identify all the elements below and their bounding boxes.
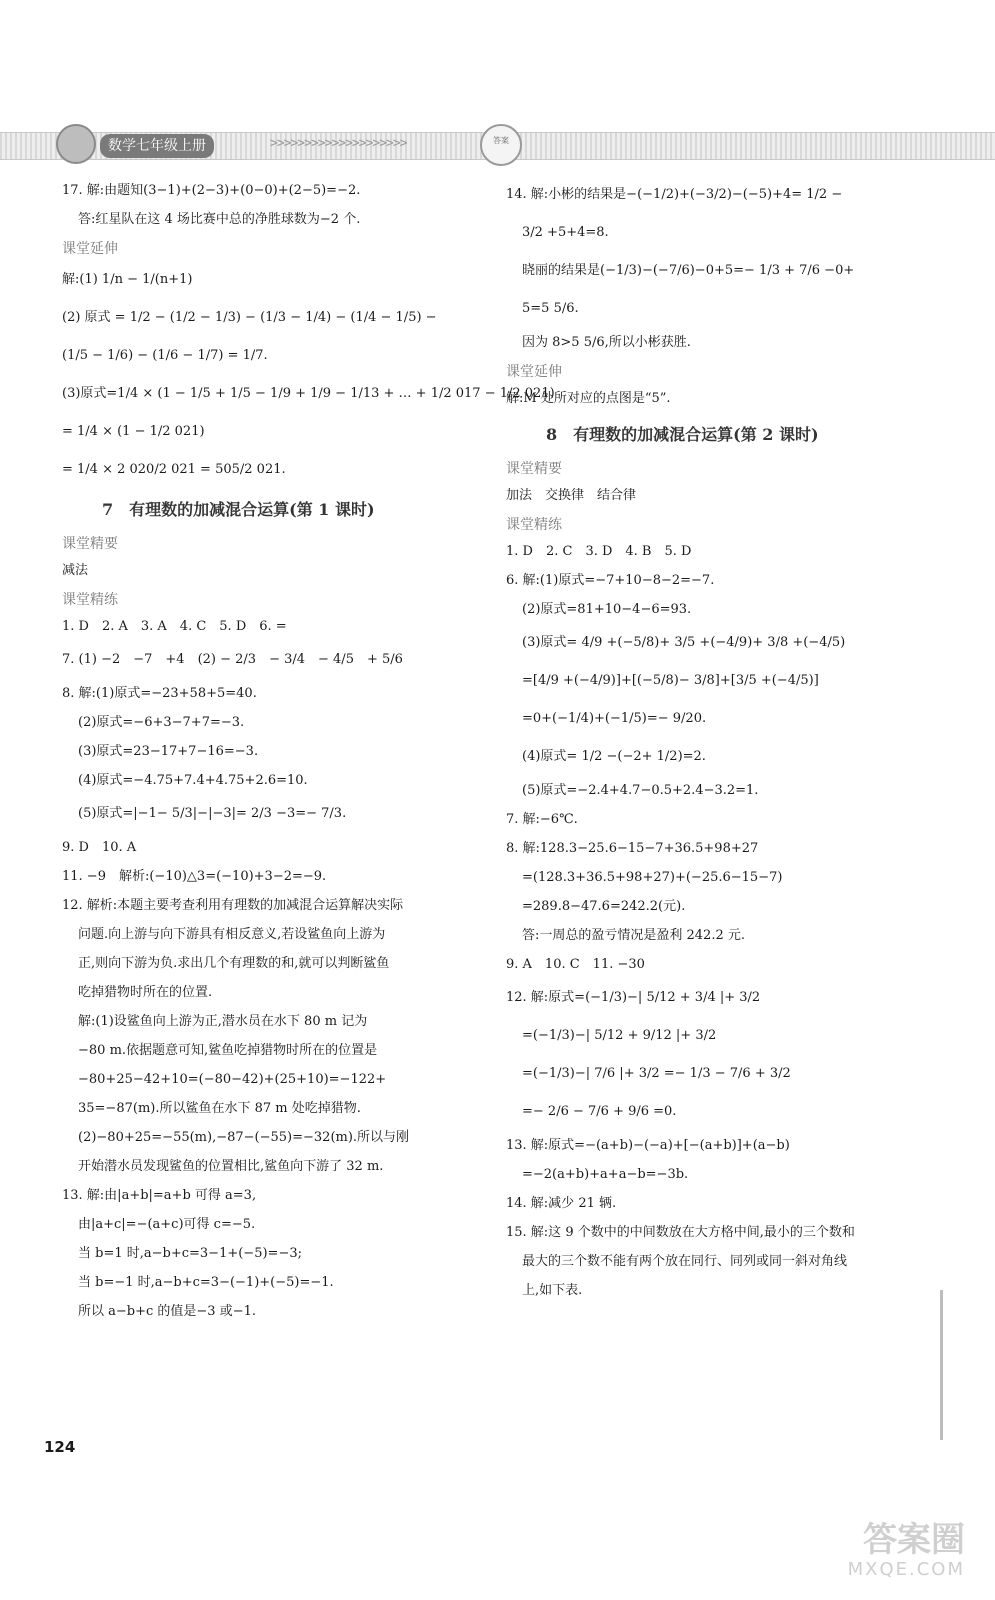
answer-line: 7. 解:−6℃. (506, 812, 578, 827)
answer-line: 解:(1)设鲨鱼向上游为正,潜水员在水下 80 m 记为 (78, 1014, 368, 1029)
answer-line: (2)−80+25=−55(m),−87−(−55)=−32(m).所以与刚 (78, 1130, 410, 1145)
answer-line: 12. 解:原式=(−1/3)−| 5/12 + 3/4 |+ 3/2 (506, 990, 761, 1005)
chapter-title: 8 有理数的加减混合运算(第 2 课时) (546, 425, 819, 444)
answer-line: =(−1/3)−| 5/12 + 9/12 |+ 3/2 (522, 1028, 717, 1043)
answer-line: 8. 解:(1)原式=−23+58+5=40. (62, 686, 257, 701)
answer-line: (3)原式= 4/9 +(−5/8)+ 3/5 +(−4/9)+ 3/8 +(−4/5) (522, 635, 846, 650)
answer-line: 9. D 10. A (62, 840, 137, 855)
answer-line: 所以 a−b+c 的值是−3 或−1. (78, 1304, 256, 1319)
header-title: 数学七年级上册 (100, 134, 214, 158)
answer-line: −80 m.依据题意可知,鲨鱼吃掉猎物时所在的位置是 (78, 1043, 378, 1058)
header-arrows: >>>>>>>>>>>>>>>>>>>> (270, 136, 407, 151)
page-header (0, 118, 995, 174)
answer-line: =− 2/6 − 7/6 + 9/6 =0. (522, 1104, 677, 1119)
answer-line: 7. (1) −2 −7 +4 (2) − 2/3 − 3/4 − 4/5 + 5/6 (62, 652, 403, 667)
answer-line: 35=−87(m).所以鲨鱼在水下 87 m 处吃掉猎物. (78, 1101, 361, 1116)
answer-line: 17. 解:由题知(3−1)+(2−3)+(0−0)+(2−5)=−2. (62, 183, 361, 198)
answer-line: 15. 解:这 9 个数中的中间数放在大方格中间,最小的三个数和 (506, 1225, 855, 1240)
answer-line: 当 b=1 时,a−b+c=3−1+(−5)=−3; (78, 1246, 302, 1261)
answer-line: =(128.3+36.5+98+27)+(−25.6−15−7) (522, 870, 783, 885)
watermark-main: 答案圈 (863, 1520, 965, 1560)
header-badge-icon: 答案 (480, 124, 522, 166)
answer-line: 13. 解:由|a+b|=a+b 可得 a=3, (62, 1188, 257, 1203)
answer-line: 11. −9 解析:(−10)△3=(−10)+3−2=−9. (62, 869, 327, 884)
answer-line: 12. 解析:本题主要考查利用有理数的加减混合运算解决实际 (62, 898, 404, 913)
answer-line: 最大的三个数不能有两个放在同行、同列或同一斜对角线 (522, 1254, 848, 1269)
answer-line: −80+25−42+10=(−80−42)+(25+10)=−122+ (78, 1072, 387, 1087)
answer-line: (2) 原式 = 1/2 − (1/2 − 1/3) − (1/3 − 1/4) − (1/4 − 1/5) − (62, 310, 437, 325)
answer-line: =289.8−47.6=242.2(元). (522, 899, 686, 914)
answer-line: (3)原式=23−17+7−16=−3. (78, 744, 259, 759)
section-heading: 课堂延伸 (62, 241, 118, 257)
answer-line: 吃掉猎物时所在的位置. (78, 985, 213, 1000)
answer-line: =(−1/3)−| 7/6 |+ 3/2 =− 1/3 − 7/6 + 3/2 (522, 1066, 791, 1081)
answer-line: 加法 交换律 结合律 (506, 488, 637, 503)
answer-line: 8. 解:128.3−25.6−15−7+36.5+98+27 (506, 841, 759, 856)
answer-line: (2)原式=−6+3−7+7=−3. (78, 715, 245, 730)
section-heading: 课堂延伸 (506, 364, 562, 380)
answer-line: 减法 (62, 563, 89, 578)
book-logo-icon (56, 124, 96, 164)
answer-line: (5)原式=|−1− 5/3|−|−3|= 2/3 −3=− 7/3. (78, 806, 347, 821)
section-heading: 课堂精练 (62, 592, 118, 608)
answer-line: 答:一周总的盈亏情况是盈利 242.2 元. (522, 928, 745, 943)
answer-line: 开始潜水员发现鲨鱼的位置相比,鲨鱼向下游了 32 m. (78, 1159, 384, 1174)
answer-line: (1/5 − 1/6) − (1/6 − 1/7) = 1/7. (62, 348, 268, 363)
answer-line: (2)原式=81+10−4−6=93. (522, 602, 692, 617)
answer-line: =0+(−1/4)+(−1/5)=− 9/20. (522, 711, 707, 726)
answer-line: 晓丽的结果是(−1/3)−(−7/6)−0+5=− 1/3 + 7/6 −0+ (522, 263, 855, 278)
answer-line: = 1/4 × 2 020/2 021 = 505/2 021. (62, 462, 286, 477)
answer-line: 问题.向上游与向下游具有相反意义,若设鲨鱼向上游为 (78, 927, 386, 942)
watermark-sub: MXQE.COM (847, 1559, 965, 1580)
answer-line: (4)原式= 1/2 −(−2+ 1/2)=2. (522, 749, 706, 764)
answer-line: 5=5 5/6. (522, 301, 579, 316)
answer-line: =[4/9 +(−4/9)]+[(−5/8)− 3/8]+[3/5 +(−4/5)] (522, 673, 819, 688)
margin-rule (940, 1290, 943, 1440)
section-heading: 课堂精要 (62, 536, 118, 552)
answer-line: = 1/4 × (1 − 1/2 021) (62, 424, 205, 439)
right-column (506, 180, 926, 1309)
answer-line: 13. 解:原式=−(a+b)−(−a)+[−(a+b)]+(a−b) (506, 1138, 790, 1153)
chapter-title: 7 有理数的加减混合运算(第 1 课时) (102, 500, 375, 519)
answer-line: (5)原式=−2.4+4.7−0.5+2.4−3.2=1. (522, 783, 759, 798)
watermark-logo (765, 1520, 965, 1580)
answer-line: 6. 解:(1)原式=−7+10−8−2=−7. (506, 573, 715, 588)
answer-line: =−2(a+b)+a+a−b=−3b. (522, 1167, 689, 1182)
answer-line: 3/2 +5+4=8. (522, 225, 609, 240)
answer-line: 解:(1) 1/n − 1/(n+1) (62, 272, 193, 287)
answer-line: 答:红星队在这 4 场比赛中总的净胜球数为−2 个. (78, 212, 361, 227)
answer-line: 1. D 2. A 3. A 4. C 5. D 6. = (62, 619, 287, 634)
answer-line: 由|a+c|=−(a+c)可得 c=−5. (78, 1217, 256, 1232)
page-number: 124 (44, 1438, 76, 1456)
answer-line: 9. A 10. C 11. −30 (506, 957, 645, 972)
answer-line: 当 b=−1 时,a−b+c=3−(−1)+(−5)=−1. (78, 1275, 334, 1290)
answer-line: 14. 解:减少 21 辆. (506, 1196, 617, 1211)
answer-line: (3)原式=1/4 × (1 − 1/5 + 1/5 − 1/9 + 1/9 − 1/13 + … + 1/2 017 − 1/2 021) (62, 386, 555, 401)
answer-line: 1. D 2. C 3. D 4. B 5. D (506, 544, 692, 559)
answer-line: 正,则向下游为负.求出几个有理数的和,就可以判断鲨鱼 (78, 956, 390, 971)
answer-line: 上,如下表. (522, 1283, 583, 1298)
section-heading: 课堂精要 (506, 461, 562, 477)
answer-line: (4)原式=−4.75+7.4+4.75+2.6=10. (78, 773, 308, 788)
answer-line: 14. 解:小彬的结果是−(−1/2)+(−3/2)−(−5)+4= 1/2 − (506, 187, 843, 202)
section-heading: 课堂精练 (506, 517, 562, 533)
answer-line: 解:M 处所对应的点图是“5”. (506, 391, 671, 406)
answer-line: 因为 8>5 5/6,所以小彬获胜. (522, 335, 691, 350)
